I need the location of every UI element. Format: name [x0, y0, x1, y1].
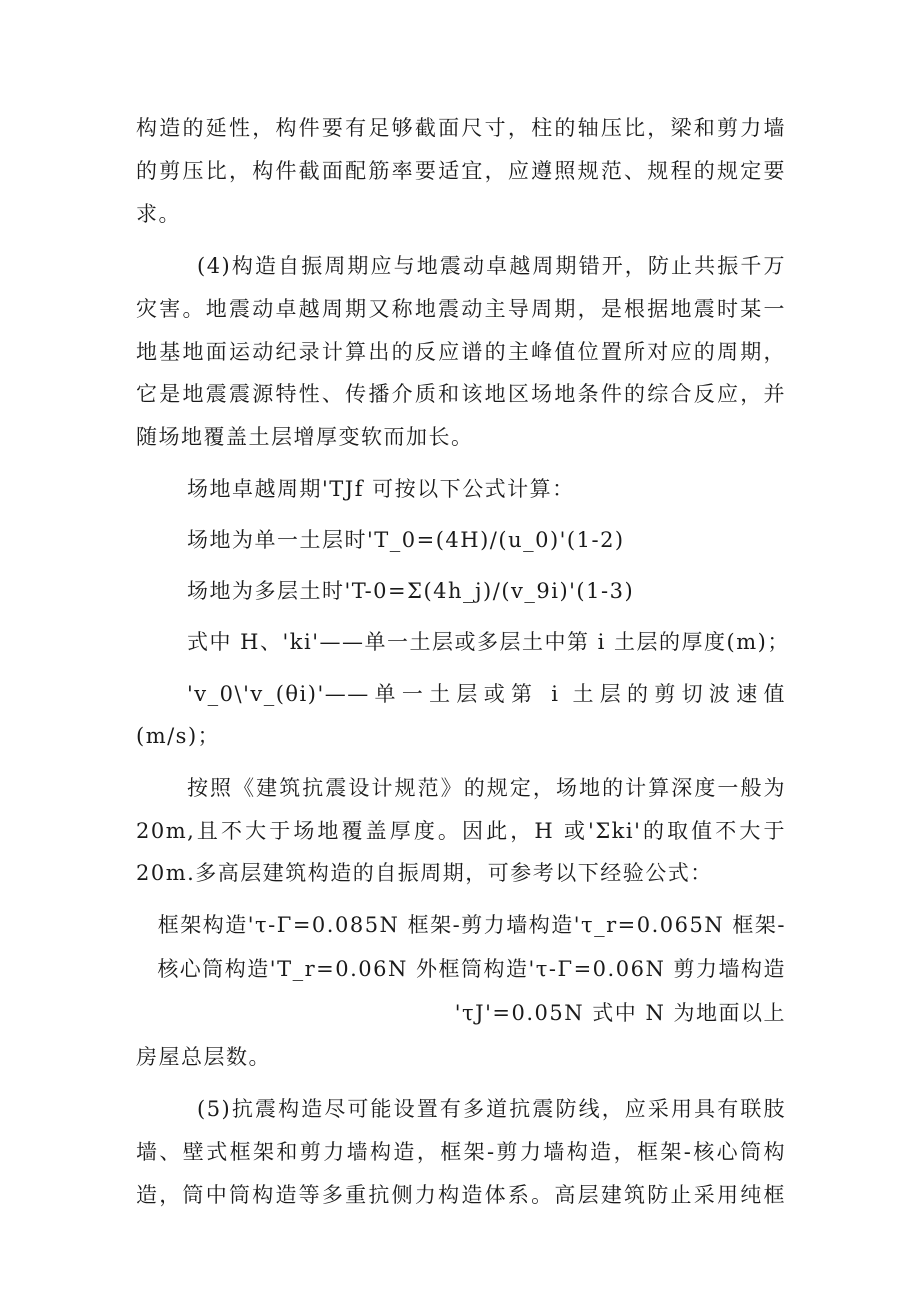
- text-line: 20m.多高层建筑构造的自振周期，可参考以下经验公式：: [136, 861, 713, 885]
- text-line: (m/s)；: [136, 724, 221, 748]
- text-line: 房屋总层数。: [136, 1045, 271, 1069]
- text-line: 场地卓越周期'TJf 可按以下公式计算：: [187, 477, 575, 501]
- formula-line: 'τJ'=0.05N 式中 N 为地面以上: [454, 1001, 786, 1025]
- text-line: 20m,且不大于场地覆盖厚度。因此，H 或'Σki'的取值不大于: [136, 819, 786, 843]
- text-line: 灾害。地震动卓越周期又称地震动主导周期，是根据地震时某一: [136, 297, 786, 321]
- text-line: (4)构造自振周期应与地震动卓越周期错开，防止共振千万: [197, 254, 786, 278]
- text-line: 它是地震震源特性、传播介质和该地区场地条件的综合反应，并: [136, 382, 786, 406]
- formula-line: 场地为单一土层时'T_0=(4H)/(u_0)'(1-2): [187, 528, 625, 552]
- text-line: (5)抗震构造尽可能设置有多道抗震防线，应采用具有联肢: [197, 1097, 786, 1121]
- text-line: 式中 H、'ki'——单一土层或多层土中第 i 土层的厚度(m)；: [187, 630, 790, 654]
- text-line: 求。: [136, 202, 181, 226]
- text-line: 构造的延性，构件要有足够截面尺寸，柱的轴压比，梁和剪力墙: [136, 116, 786, 140]
- text-line: 随场地覆盖土层增厚变软而加长。: [136, 425, 474, 449]
- text-line: 的剪压比，构件截面配筋率要适宜，应遵照规范、规程的规定要: [136, 159, 786, 183]
- text-line: 造，筒中筒构造等多重抗侧力构造体系。高层建筑防止采用纯框: [136, 1183, 786, 1207]
- formula-line: 核心筒构造'T_r=0.06N 外框筒构造'τ-Γ=0.06N 剪力墙构造: [157, 957, 786, 981]
- text-line: 'v_0\'v_(θi)'——单一土层或第 i 土层的剪切波速值: [187, 682, 786, 706]
- formula-line: 框架构造'τ-Γ=0.085N 框架-剪力墙构造'τ_r=0.065N 框架-: [157, 913, 786, 937]
- formula-line: 场地为多层土时'T-0=Σ(4h_j)/(v_9i)'(1-3): [187, 579, 635, 603]
- text-line: 地基地面运动纪录计算出的反应谱的主峰值位置所对应的周期，: [136, 340, 786, 364]
- text-line: 墙、壁式框架和剪力墙构造，框架-剪力墙构造，框架-核心筒构: [136, 1140, 786, 1164]
- text-line: 按照《建筑抗震设计规范》的规定，场地的计算深度一般为: [187, 776, 786, 800]
